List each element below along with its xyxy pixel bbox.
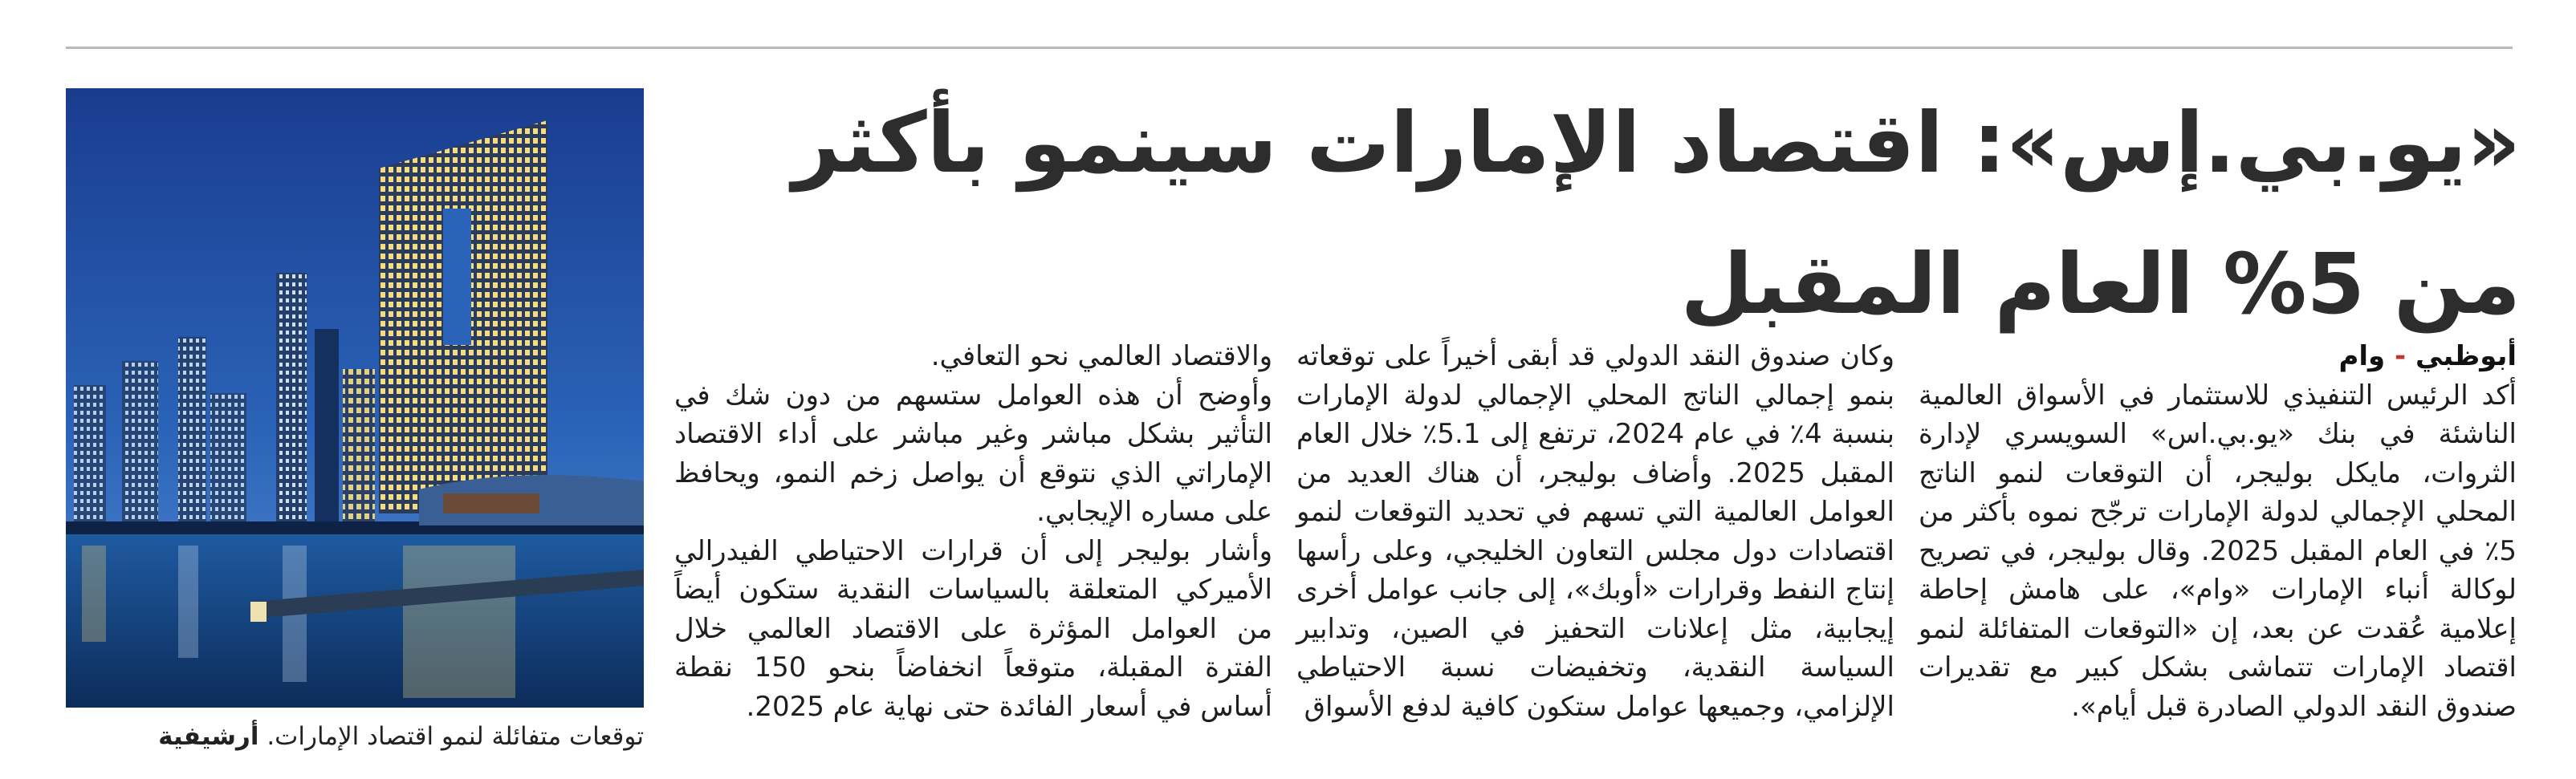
body-paragraph: وكان صندوق النقد الدولي قد أبقى أخيراً على توقعاته بنمو إجمالي الناتج المحلي الإجمالي لدولة الإمارات بنسبة 4٪ في عام 2024، ترتفع إلى 5.1٪ خلال العام المقبل 2025. وأضاف بوليجر، أن هناك العديد من العوامل العالمية التي تسهم في تحديد التوقعات لنمو اقتصادات دول مجلس التعاون الخليجي، وعلى رأسها إنتاج النفط وقرارات «أوبك»، إلى جانب عوامل أخرى إيجابية، مثل إعلانات التحفيز في الصين، وتدابير السياسة النقدية، وتخفيضات نسبة الاحتياطي الإلزامي، وجميعها عوامل ستكون كافية لدفع الأسواق xyxy=(1296,340,1895,723)
boat xyxy=(443,493,539,513)
body-paragraph: وأشار بوليجر إلى أن قرارات الاحتياطي الفيدرالي الأميركي المتعلقة بالسياسات النقدية ستكون أيضاً من العوامل المؤثرة على الاقتصاد العالمي خلال الفترة المقبلة، متوقعاً انخفاضاً بنحو 150 نقطة أساس في أسعار الفائدة حتى نهاية عام 2025. xyxy=(674,534,1273,723)
headline-line-1: «يو.بي.إس»: اقتصاد الإمارات سينمو بأكثر xyxy=(792,94,2521,192)
headline-line-2: من 5% العام المقبل xyxy=(1680,235,2521,333)
tower-opening xyxy=(443,209,471,345)
dateline xyxy=(1919,337,2517,376)
distant-tower xyxy=(122,361,158,529)
distant-tower xyxy=(343,369,375,529)
body-paragraph: أكد الرئيس التنفيذي للاستثمار في الأسواق العالمية الناشئة في بنك «يو.بي.اس» السويسري لإدارة الثروات، مايكل بوليجر، أن التوقعات لنمو الناتج المحلي الإجمالي لدولة الإمارات ترجّح نموه بأكثر من 5٪ في العام المقبل 2025. وقال بوليجر، في تصريح لوكالة أنباء الإمارات «وام»، على هامش إحاطة إعلامية عُقدت عن بعد، إن «التوقعات المتفائلة لنمو اقتصاد الإمارات تتماشى بشكل كبير مع تقديرات صندوق النقد الدولي الصادرة قبل أيام». xyxy=(1919,379,2517,723)
dateline-place: أبوظبي xyxy=(2415,340,2517,372)
article-column-2 xyxy=(1296,337,1894,726)
article-photo xyxy=(66,88,644,708)
distant-tower xyxy=(276,273,307,529)
reflection xyxy=(178,546,198,658)
top-divider-rule xyxy=(66,47,2513,49)
article-headline xyxy=(771,72,2521,355)
body-paragraph: وأوضح أن هذه العوامل ستسهم من دون شك في التأثير بشكل مباشر وغير مباشر على أداء الاقتصاد الإماراتي الذي نتوقع أن يواصل زخم النمو، ويحافظ على مساره الإيجابي. xyxy=(674,379,1272,528)
photo-caption xyxy=(66,719,644,754)
caption-text: توقعات متفائلة لنمو اقتصاد الإمارات. xyxy=(258,722,644,751)
water xyxy=(66,534,644,708)
photo-credit: أرشيفية xyxy=(158,722,259,751)
distant-tower xyxy=(210,393,246,529)
body-paragraph: والاقتصاد العالمي نحو التعافي. xyxy=(930,340,1272,372)
distant-tower xyxy=(178,337,206,529)
dateline-agency: وام xyxy=(2338,340,2386,372)
distant-tower xyxy=(74,385,106,529)
reflection xyxy=(82,546,106,642)
article-column-3 xyxy=(674,337,1272,726)
pier-light xyxy=(250,602,267,622)
reflection xyxy=(403,546,515,698)
article-column-1 xyxy=(1919,337,2517,726)
city-skyline-illustration xyxy=(66,88,644,708)
dateline-separator: - xyxy=(2385,340,2415,372)
distant-tower xyxy=(315,329,339,529)
